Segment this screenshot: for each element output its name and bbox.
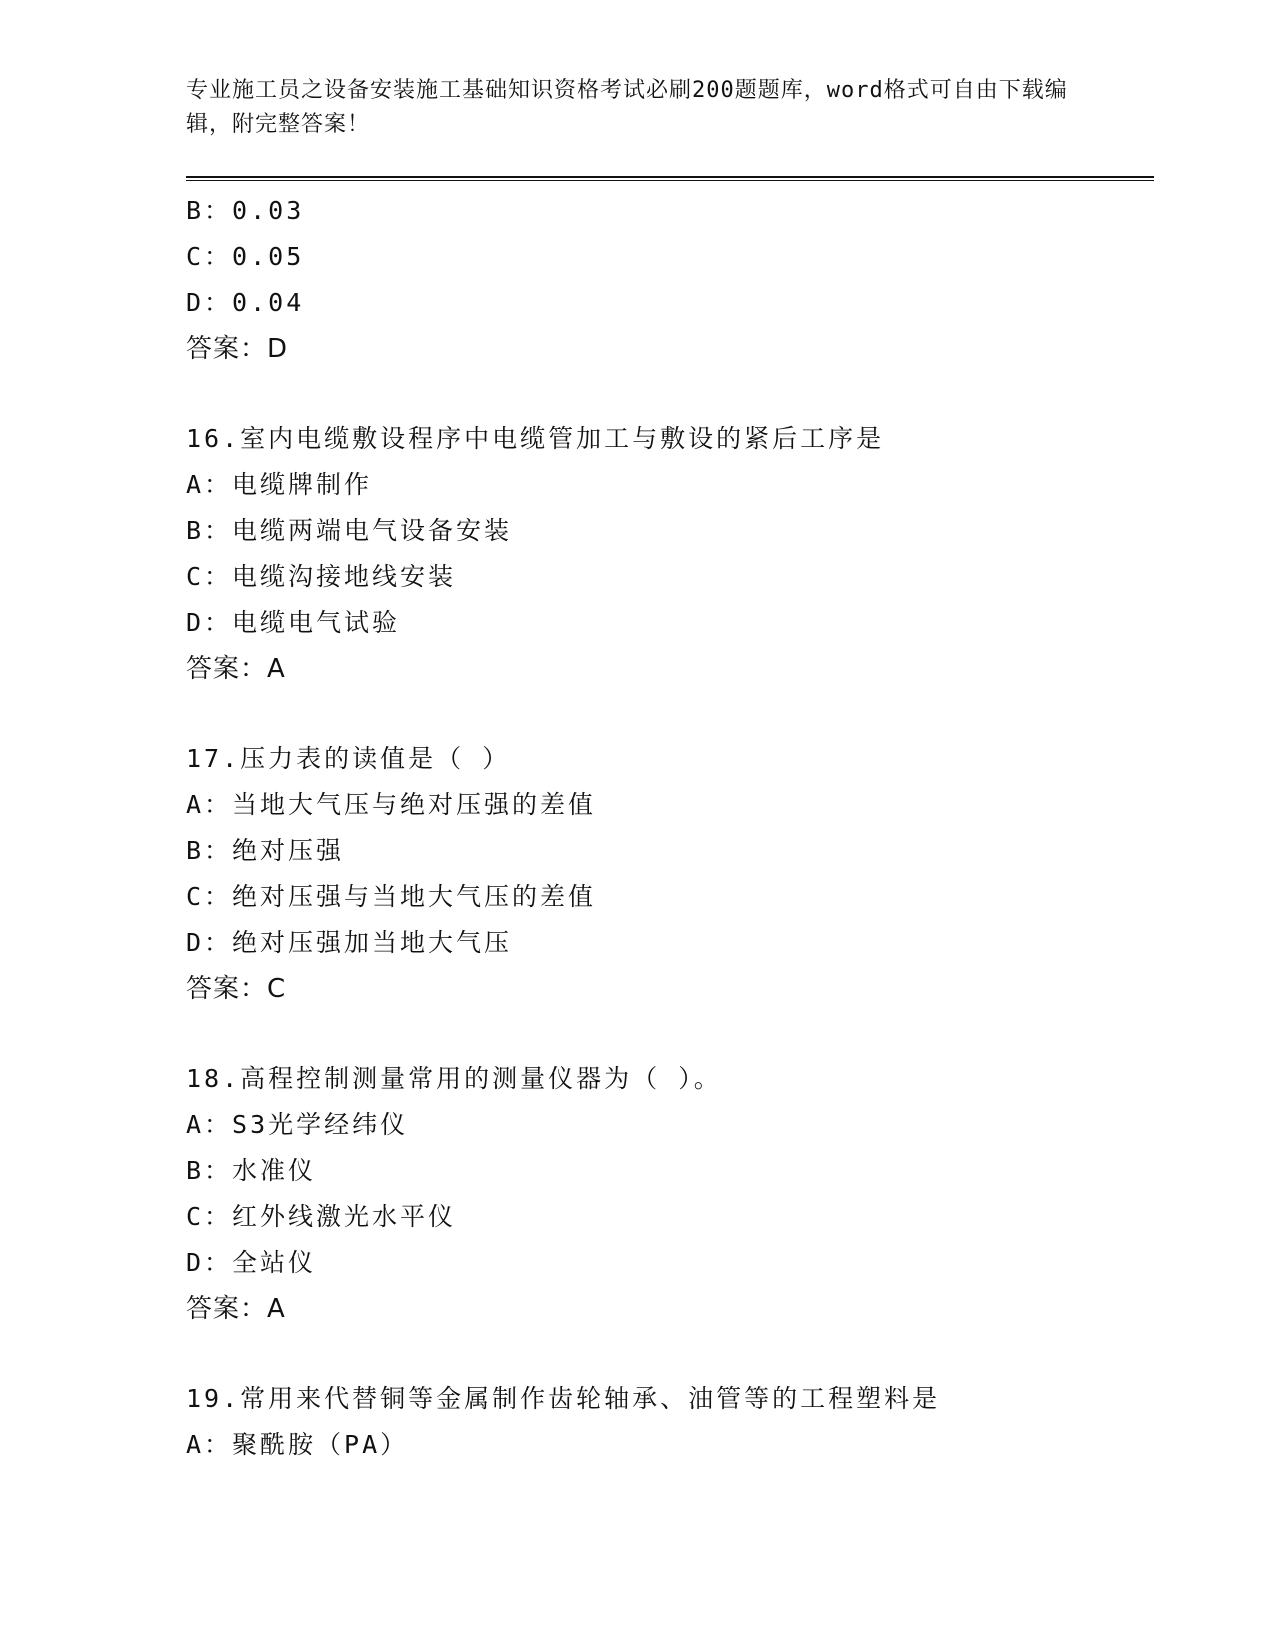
answer-label: 答案：C	[186, 974, 287, 1004]
question-stem: 16.室内电缆敷设程序中电缆管加工与敷设的紧后工序是	[186, 424, 885, 453]
option-c: C：红外线激光水平仪	[186, 1202, 457, 1231]
question-stem: 17.压力表的读值是（ ）	[186, 744, 511, 773]
option-b: B：绝对压强	[186, 836, 345, 865]
option-a: A：当地大气压与绝对压强的差值	[186, 790, 597, 819]
header-divider	[186, 176, 1154, 181]
option-a: A：S3光学经纬仪	[186, 1110, 409, 1139]
question-16	[186, 416, 1154, 692]
option-d: D：绝对压强加当地大气压	[186, 928, 513, 957]
page-header	[186, 74, 1076, 142]
option-c: C：0.05	[186, 242, 305, 271]
option-a: A：电缆牌制作	[186, 470, 373, 499]
question-stem: 18.高程控制测量常用的测量仪器为（ ）。	[186, 1064, 722, 1093]
option-d: D：0.04	[186, 288, 305, 317]
option-d: D：全站仪	[186, 1248, 317, 1277]
option-c: C：绝对压强与当地大气压的差值	[186, 882, 597, 911]
question-stem: 19.常用来代替铜等金属制作齿轮轴承、油管等的工程塑料是	[186, 1384, 941, 1413]
document-title: 专业施工员之设备安装施工基础知识资格考试必刷200题题库，word格式可自由下载编辑，附完整答案！	[186, 78, 1068, 137]
question-19	[186, 1376, 1154, 1468]
question-list	[186, 188, 1154, 1468]
answer-label: 答案：D	[186, 334, 289, 364]
option-b: B：电缆两端电气设备安装	[186, 516, 513, 545]
option-b: B：0.03	[186, 196, 305, 225]
answer-label: 答案：A	[186, 654, 286, 684]
answer-label: 答案：A	[186, 1294, 286, 1324]
option-b: B：水准仪	[186, 1156, 317, 1185]
option-c: C：电缆沟接地线安装	[186, 562, 457, 591]
question-17	[186, 736, 1154, 1012]
question-15-continued	[186, 188, 1154, 372]
option-d: D：电缆电气试验	[186, 608, 401, 637]
question-18	[186, 1056, 1154, 1332]
option-a: A：聚酰胺（PA）	[186, 1430, 409, 1459]
